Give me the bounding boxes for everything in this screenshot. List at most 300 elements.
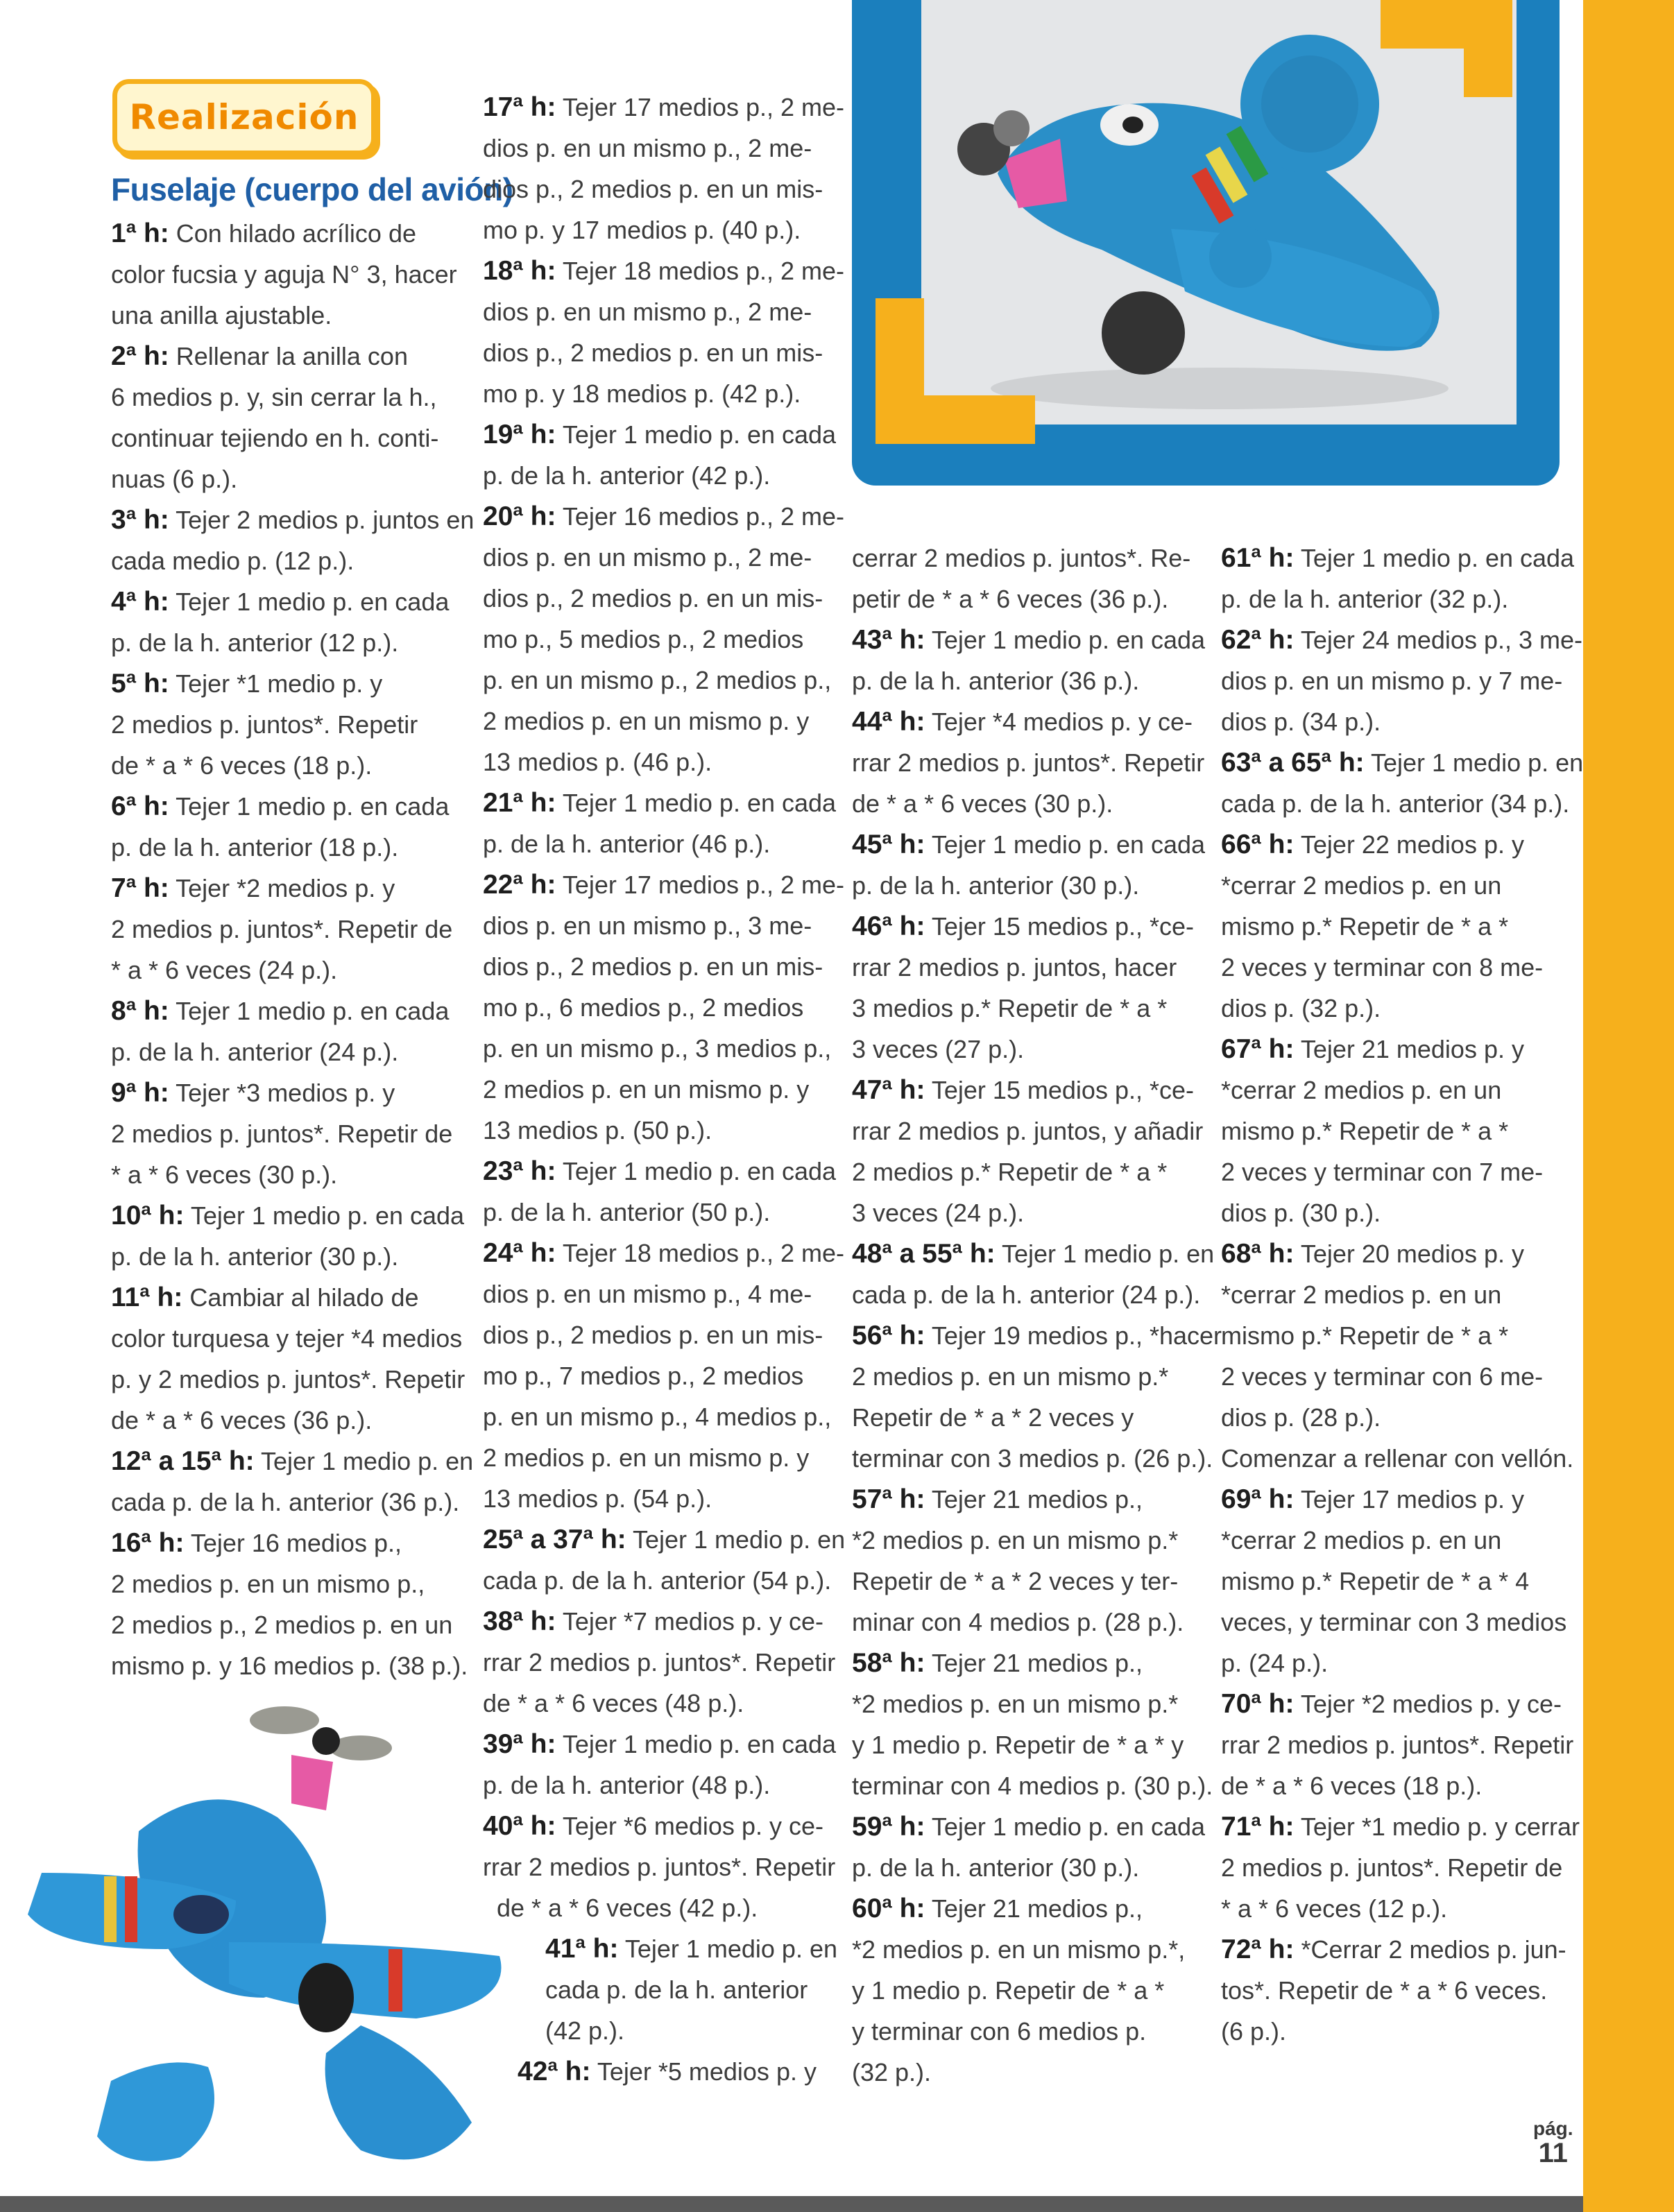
row-label: 3ª h: <box>111 505 169 535</box>
instruction-line <box>483 830 770 859</box>
instruction-line <box>483 1116 712 1145</box>
instruction-line <box>1221 1076 1501 1105</box>
row-text: cada p. de la h. anterior <box>545 1975 808 2004</box>
instruction-line <box>1221 667 1562 696</box>
row-label: 72ª h: <box>1221 1935 1295 1964</box>
instruction-line <box>1221 1280 1501 1310</box>
row-text: rrar 2 medios p. juntos*. Repetir <box>483 1648 836 1677</box>
row-label: 1ª h: <box>111 218 169 248</box>
instruction-line <box>1221 1894 1447 1923</box>
row-text: Tejer 1 medio p. en cada <box>556 420 837 449</box>
instruction-line <box>483 1034 831 1063</box>
row-text: mismo p.* Repetir de * a * <box>1221 1321 1509 1350</box>
instruction-line <box>852 1608 1184 1637</box>
row-text: 2 medios p. en un mismo p. y <box>483 1075 810 1104</box>
instruction-line <box>111 219 416 248</box>
instruction-line <box>483 1239 844 1268</box>
row-text: dios p., 2 medios p. en un mis- <box>483 338 823 367</box>
instruction-line <box>483 1525 845 1554</box>
instruction-line <box>852 1485 1143 1514</box>
row-text: Tejer 1 medio p. en <box>254 1447 474 1475</box>
row-text: Tejer *2 medios p. y ce- <box>1294 1690 1562 1718</box>
instruction-line <box>483 461 770 490</box>
row-text: Tejer 21 medios p., <box>925 1894 1143 1923</box>
row-text: Tejer 1 medio p. en cada <box>556 1730 837 1758</box>
instruction-line <box>483 707 809 736</box>
row-text: Tejer *3 medios p. y <box>169 1079 395 1107</box>
subtitle: Fuselaje (cuerpo del avión) <box>111 171 513 207</box>
instruction-line <box>1221 585 1508 614</box>
row-text: 2 medios p. en un mismo p. y <box>483 707 810 735</box>
instruction-line <box>1221 789 1569 818</box>
row-text: 2 veces y terminar con 7 me- <box>1221 1158 1544 1186</box>
row-text: cada p. de la h. anterior (34 p.). <box>1221 789 1570 818</box>
row-label: 62ª h: <box>1221 625 1295 655</box>
row-text: 2 veces y terminar con 8 me- <box>1221 953 1544 981</box>
row-text: p. de la h. anterior (50 p.). <box>483 1198 771 1226</box>
instruction-line <box>483 1607 823 1636</box>
row-text: 13 medios p. (46 p.). <box>483 748 712 776</box>
instruction-line <box>852 1444 1213 1473</box>
instruction-line <box>111 465 237 494</box>
instruction-line <box>483 952 823 981</box>
row-label: 66ª h: <box>1221 830 1295 859</box>
row-text: mo p., 7 medios p., 2 medios <box>483 1362 804 1390</box>
row-label: 17ª h: <box>483 92 556 122</box>
instruction-line <box>111 260 457 289</box>
row-label: 12ª a 15ª h: <box>111 1446 255 1476</box>
instruction-line <box>111 792 449 821</box>
instruction-line <box>111 1611 452 1640</box>
instruction-line <box>111 1406 372 1435</box>
row-text: *2 medios p. en un mismo p.* <box>852 1690 1179 1718</box>
instruction-line <box>852 1690 1178 1719</box>
instruction-line <box>1221 1321 1508 1351</box>
row-text: dios p., 2 medios p. en un mis- <box>483 1321 823 1349</box>
instruction-line <box>483 1853 835 1882</box>
row-text: 2 medios p.* Repetir de * a * <box>852 1158 1168 1186</box>
instruction-line <box>852 1731 1184 1760</box>
instruction-line <box>111 547 354 576</box>
row-text: Tejer 1 medio p. en cada <box>556 789 837 817</box>
instruction-line <box>111 1283 419 1312</box>
instruction-line <box>483 175 823 204</box>
instruction-line <box>1221 1812 1580 1842</box>
instruction-line <box>497 1894 758 1923</box>
instruction-line <box>852 1853 1139 1883</box>
instruction-line <box>111 1365 465 1394</box>
instruction-line <box>852 1199 1024 1228</box>
row-label: 63ª a 65ª h: <box>1221 748 1365 778</box>
row-label: 59ª h: <box>852 1812 925 1842</box>
instruction-line <box>852 1158 1167 1187</box>
row-text: *cerrar 2 medios p. en un <box>1221 1280 1502 1309</box>
instruction-line <box>1221 1772 1482 1801</box>
instruction-line <box>483 1157 836 1186</box>
row-text: *Cerrar 2 medios p. jun- <box>1294 1935 1566 1964</box>
instruction-line <box>852 1117 1203 1146</box>
instruction-line <box>545 1975 808 2005</box>
instruction-line <box>1221 1976 1547 2005</box>
row-label: 58ª h: <box>852 1648 925 1678</box>
instruction-line <box>852 1403 1134 1432</box>
instruction-line <box>852 748 1204 778</box>
row-text: p. de la h. anterior (24 p.). <box>111 1038 399 1066</box>
row-label: 47ª h: <box>852 1075 925 1105</box>
instruction-line <box>111 588 449 617</box>
row-text: mo p. y 18 medios p. (42 p.). <box>483 379 801 408</box>
instruction-line <box>1221 544 1574 573</box>
instruction-line <box>483 1648 835 1677</box>
instruction-line <box>852 912 1194 941</box>
instruction-line <box>483 216 801 245</box>
instruction-line <box>483 257 844 286</box>
row-text: Comenzar a rellenar con vellón. <box>1221 1444 1574 1473</box>
row-text: Tejer *5 medios p. y <box>590 2057 817 2086</box>
row-text: Tejer 2 medios p. juntos en <box>169 506 475 534</box>
row-text: Tejer *6 medios p. y ce- <box>556 1812 823 1840</box>
row-text: Tejer 18 medios p., 2 me- <box>556 257 844 285</box>
row-text: Tejer 21 medios p. y <box>1294 1035 1524 1063</box>
instruction-line <box>483 420 836 449</box>
row-text: mismo p.* Repetir de * a * <box>1221 912 1509 941</box>
row-text: 13 medios p. (54 p.). <box>483 1484 712 1513</box>
instruction-line <box>111 424 438 453</box>
row-text: Tejer 15 medios p., *ce- <box>925 912 1194 941</box>
row-text: Tejer 17 medios p. y <box>1294 1485 1524 1514</box>
row-label: 43ª h: <box>852 625 925 655</box>
instruction-line <box>1221 1690 1562 1719</box>
instruction-line <box>111 506 474 535</box>
row-text: 2 veces y terminar con 6 me- <box>1221 1362 1544 1391</box>
row-label: 38ª h: <box>483 1606 556 1636</box>
instruction-line <box>111 1570 425 1599</box>
row-label: 45ª h: <box>852 830 925 859</box>
row-text: Tejer 1 medio p. en cada <box>169 997 450 1025</box>
instruction-line <box>1221 626 1582 655</box>
row-text: dios p. (34 p.). <box>1221 708 1381 736</box>
row-text: tos*. Repetir de * a * 6 veces. <box>1221 1976 1548 2005</box>
instruction-line <box>1221 708 1381 737</box>
instruction-line <box>483 1321 823 1350</box>
row-text: p. en un mismo p., 3 medios p., <box>483 1034 832 1063</box>
row-text: * a * 6 veces (24 p.). <box>111 956 338 984</box>
instruction-line <box>111 1242 398 1271</box>
instruction-line <box>1221 2017 1286 2046</box>
instruction-line <box>483 134 812 163</box>
row-text: Rellenar la anilla con <box>169 342 408 370</box>
row-text: 2 medios p. en un mismo p. y <box>483 1443 810 1472</box>
row-text: Con hilado acrílico de <box>169 219 416 248</box>
row-text: Tejer 1 medio p. en cada <box>169 588 450 616</box>
instruction-line <box>483 993 803 1022</box>
instruction-line <box>852 953 1177 982</box>
row-text: *cerrar 2 medios p. en un <box>1221 1526 1502 1554</box>
instruction-line <box>483 1362 803 1391</box>
instruction-line <box>852 708 1193 737</box>
row-text: Tejer 16 medios p., <box>184 1529 402 1557</box>
instruction-line <box>483 748 712 777</box>
row-text: terminar con 3 medios p. (26 p.). <box>852 1444 1213 1473</box>
row-label: 22ª h: <box>483 870 556 900</box>
row-text: Tejer 18 medios p., 2 me- <box>556 1239 844 1267</box>
row-text: rrar 2 medios p. juntos, hacer <box>852 953 1177 981</box>
instruction-line <box>852 1894 1143 1923</box>
row-text: Tejer *7 medios p. y ce- <box>556 1607 823 1636</box>
row-label: 67ª h: <box>1221 1034 1295 1064</box>
instruction-line <box>545 2016 624 2046</box>
instruction-line <box>852 585 1168 614</box>
instruction-line <box>483 298 812 327</box>
row-text: 2 medios p. juntos*. Repetir de <box>111 915 453 943</box>
row-text: *cerrar 2 medios p. en un <box>1221 1076 1502 1104</box>
row-text: Repetir de * a * 2 veces y <box>852 1403 1134 1432</box>
row-label: 42ª h: <box>518 2057 591 2086</box>
row-text: dios p. en un mismo p., 2 me- <box>483 134 812 162</box>
row-text: cada p. de la h. anterior (24 p.). <box>852 1280 1201 1309</box>
instruction-line <box>111 1447 473 1476</box>
row-text: cada medio p. (12 p.). <box>111 547 355 575</box>
instruction-line <box>111 1529 402 1558</box>
instruction-line <box>111 1652 468 1681</box>
instruction-line <box>852 830 1205 859</box>
instruction-line <box>852 1321 1222 1351</box>
instruction-line <box>1221 1035 1524 1064</box>
instruction-line <box>852 1526 1178 1555</box>
instruction-line <box>1221 1444 1573 1473</box>
row-text: cada p. de la h. anterior (54 p.). <box>483 1566 832 1595</box>
row-text: * a * 6 veces (12 p.). <box>1221 1894 1448 1923</box>
instruction-line <box>852 1812 1205 1842</box>
row-label: 40ª h: <box>483 1811 556 1841</box>
instruction-line <box>483 502 844 531</box>
instruction-line <box>483 666 831 695</box>
row-text: Tejer 1 medio p. en cada <box>925 626 1206 654</box>
instruction-line <box>852 1567 1178 1596</box>
row-text: dios p. (28 p.). <box>1221 1403 1381 1432</box>
row-text: p. de la h. anterior (36 p.). <box>852 667 1140 695</box>
row-text: de * a * 6 veces (48 p.). <box>483 1689 744 1717</box>
bottom-edge <box>0 2196 1583 2212</box>
instruction-line <box>852 789 1113 818</box>
row-label: 20ª h: <box>483 501 556 531</box>
instruction-line <box>483 1730 836 1759</box>
row-label: 16ª h: <box>111 1528 185 1558</box>
row-label: 57ª h: <box>852 1484 925 1514</box>
row-text: mismo p.* Repetir de * a * <box>1221 1117 1509 1145</box>
instruction-line <box>852 1772 1213 1801</box>
instruction-line <box>483 789 836 818</box>
instruction-line <box>111 874 395 903</box>
row-text: mismo p. y 16 medios p. (38 p.). <box>111 1652 468 1680</box>
row-text: 2 medios p. juntos*. Repetir de <box>111 1120 453 1148</box>
row-text: mo p. y 17 medios p. (40 p.). <box>483 216 801 244</box>
row-text: Cambiar al hilado de <box>182 1283 419 1312</box>
instruction-line <box>483 93 844 122</box>
instruction-line <box>852 871 1139 900</box>
instruction-line <box>1221 1158 1543 1187</box>
row-text: p. (24 p.). <box>1221 1649 1329 1677</box>
row-text: p. de la h. anterior (30 p.). <box>852 1853 1140 1882</box>
instruction-line <box>1221 953 1543 982</box>
row-label: 46ª h: <box>852 911 925 941</box>
row-text: de * a * 6 veces (18 p.). <box>1221 1772 1483 1800</box>
row-text: *2 medios p. en un mismo p.* <box>852 1526 1179 1554</box>
row-text: dios p. (32 p.). <box>1221 994 1381 1022</box>
row-text: 3 veces (27 p.). <box>852 1035 1025 1063</box>
instruction-line <box>1221 1608 1566 1637</box>
row-text: dios p. en un mismo p., 2 me- <box>483 298 812 326</box>
instruction-line <box>852 667 1139 696</box>
instruction-line <box>852 1240 1214 1269</box>
row-text: dios p. en un mismo p., 3 me- <box>483 911 812 940</box>
row-text: (6 p.). <box>1221 2017 1287 2046</box>
row-text: p. de la h. anterior (12 p.). <box>111 628 399 657</box>
row-text: color turquesa y tejer *4 medios <box>111 1324 463 1353</box>
row-text: una anilla ajustable. <box>111 301 332 329</box>
instruction-line <box>483 625 803 654</box>
instruction-line <box>852 1280 1200 1310</box>
instruction-line <box>111 669 382 698</box>
instruction-line <box>852 626 1205 655</box>
instruction-line <box>852 1035 1024 1064</box>
row-label: 48ª a 55ª h: <box>852 1239 996 1269</box>
row-text: p. en un mismo p., 2 medios p., <box>483 666 832 694</box>
instruction-line <box>111 1488 459 1517</box>
instruction-line <box>111 915 452 944</box>
row-text: Tejer 16 medios p., 2 me- <box>556 502 844 531</box>
row-label: 23ª h: <box>483 1156 556 1186</box>
row-text: 3 medios p.* Repetir de * a * <box>852 994 1168 1022</box>
page-label: pág. <box>1533 2118 1573 2139</box>
page-number <box>1533 2118 1573 2167</box>
instruction-line <box>1221 1649 1328 1678</box>
instruction-line <box>111 1201 464 1231</box>
instruction-line <box>1221 1853 1562 1883</box>
row-text: y terminar con 6 medios p. <box>852 2017 1147 2046</box>
row-text: p. de la h. anterior (48 p.). <box>483 1771 771 1799</box>
row-text: Tejer *1 medio p. y cerrar <box>1294 1812 1580 1841</box>
row-text: Tejer 1 medio p. en cada <box>1294 544 1575 572</box>
instruction-line <box>1221 871 1501 900</box>
row-label: 24ª h: <box>483 1238 556 1268</box>
row-text: Tejer 21 medios p., <box>925 1649 1143 1677</box>
instruction-line <box>111 383 437 412</box>
instruction-line <box>1221 1240 1524 1269</box>
row-label: 18ª h: <box>483 256 556 286</box>
row-text: Tejer *4 medios p. y ce- <box>925 708 1193 736</box>
instruction-line <box>483 379 801 409</box>
row-text: Tejer 1 medio p. en <box>626 1525 846 1554</box>
instruction-line <box>518 2057 817 2086</box>
row-text: Tejer 20 medios p. y <box>1294 1240 1524 1268</box>
instruction-line <box>1221 1362 1543 1391</box>
row-text: Tejer 17 medios p., 2 me- <box>556 871 844 899</box>
instruction-line <box>111 342 408 371</box>
row-text: Tejer 19 medios p., *hacer <box>925 1321 1222 1350</box>
row-text: rrar 2 medios p. juntos, y añadir <box>852 1117 1204 1145</box>
instruction-line <box>1221 1117 1508 1146</box>
row-text: veces, y terminar con 3 medios <box>1221 1608 1567 1636</box>
row-text: *2 medios p. en un mismo p.*, <box>852 1935 1186 1964</box>
row-text: dios p., 2 medios p. en un mis- <box>483 175 823 203</box>
row-label: 9ª h: <box>111 1078 169 1108</box>
row-text: Repetir de * a * 2 veces y ter- <box>852 1567 1179 1595</box>
row-text: 3 veces (24 p.). <box>852 1199 1025 1227</box>
row-text: dios p. en un mismo p., 2 me- <box>483 543 812 572</box>
instruction-line <box>483 584 823 613</box>
row-label: 6ª h: <box>111 791 169 821</box>
instruction-line <box>483 1771 770 1800</box>
row-text: (32 p.). <box>852 2058 932 2086</box>
row-label: 19ª h: <box>483 420 556 449</box>
row-text: Tejer 15 medios p., *ce- <box>925 1076 1194 1104</box>
row-text: de * a * 6 veces (36 p.). <box>111 1406 373 1434</box>
row-text: y 1 medio p. Repetir de * a * <box>852 1976 1165 2005</box>
row-text: 2 medios p. juntos*. Repetir <box>111 710 418 739</box>
instruction-line <box>111 1079 395 1108</box>
row-text: p. de la h. anterior (30 p.). <box>111 1242 399 1271</box>
row-label: 25ª a 37ª h: <box>483 1525 626 1554</box>
instruction-line <box>483 1075 809 1104</box>
row-text: minar con 4 medios p. (28 p.). <box>852 1608 1184 1636</box>
instruction-line <box>852 994 1167 1023</box>
instruction-line <box>483 1403 831 1432</box>
row-label: 56ª h: <box>852 1321 925 1351</box>
row-text: dios p. en un mismo p., 4 me- <box>483 1280 812 1308</box>
corner-bracket-top-right <box>1381 0 1512 97</box>
row-text: cerrar 2 medios p. juntos*. Re- <box>852 544 1191 572</box>
row-label: 68ª h: <box>1221 1239 1295 1269</box>
row-text: dios p. en un mismo p. y 7 me- <box>1221 667 1563 695</box>
row-label: 60ª h: <box>852 1894 925 1923</box>
instruction-line <box>852 1362 1168 1391</box>
instruction-line <box>1221 1935 1566 1964</box>
row-text: p. de la h. anterior (32 p.). <box>1221 585 1509 613</box>
instruction-line <box>111 1160 337 1190</box>
row-text: Tejer 1 medio p. en <box>1364 748 1584 777</box>
row-text: Tejer 22 medios p. y <box>1294 830 1524 859</box>
instruction-line <box>852 1649 1143 1678</box>
row-text: dios p., 2 medios p. en un mis- <box>483 584 823 612</box>
instruction-line <box>483 1198 770 1227</box>
row-text: 2 medios p. en un mismo p., <box>111 1570 425 1598</box>
row-text: Tejer 1 medio p. en cada <box>925 830 1206 859</box>
row-text: Tejer 17 medios p., 2 me- <box>556 93 844 121</box>
row-label: 71ª h: <box>1221 1812 1295 1842</box>
row-text: dios p. (30 p.). <box>1221 1199 1381 1227</box>
instruction-line <box>483 338 823 368</box>
instruction-line <box>111 751 372 780</box>
instruction-line <box>1221 748 1583 778</box>
row-label: 70ª h: <box>1221 1689 1295 1719</box>
instruction-line <box>483 911 812 941</box>
instruction-line <box>111 1120 452 1149</box>
row-text: Tejer 21 medios p., <box>925 1485 1143 1514</box>
row-label: 10ª h: <box>111 1201 185 1231</box>
row-label: 5ª h: <box>111 669 169 698</box>
row-text: 6 medios p. y, sin cerrar la h., <box>111 383 437 411</box>
instruction-line <box>852 2017 1146 2046</box>
instruction-line <box>1221 912 1508 941</box>
row-text: p. de la h. anterior (18 p.). <box>111 833 399 861</box>
instruction-line <box>1221 1403 1381 1432</box>
instruction-line <box>111 710 418 739</box>
instruction-line <box>1221 1731 1573 1760</box>
row-label: 21ª h: <box>483 788 556 818</box>
row-text: Tejer 1 medio p. en cada <box>925 1812 1206 1841</box>
row-text: * a * 6 veces (30 p.). <box>111 1160 338 1189</box>
